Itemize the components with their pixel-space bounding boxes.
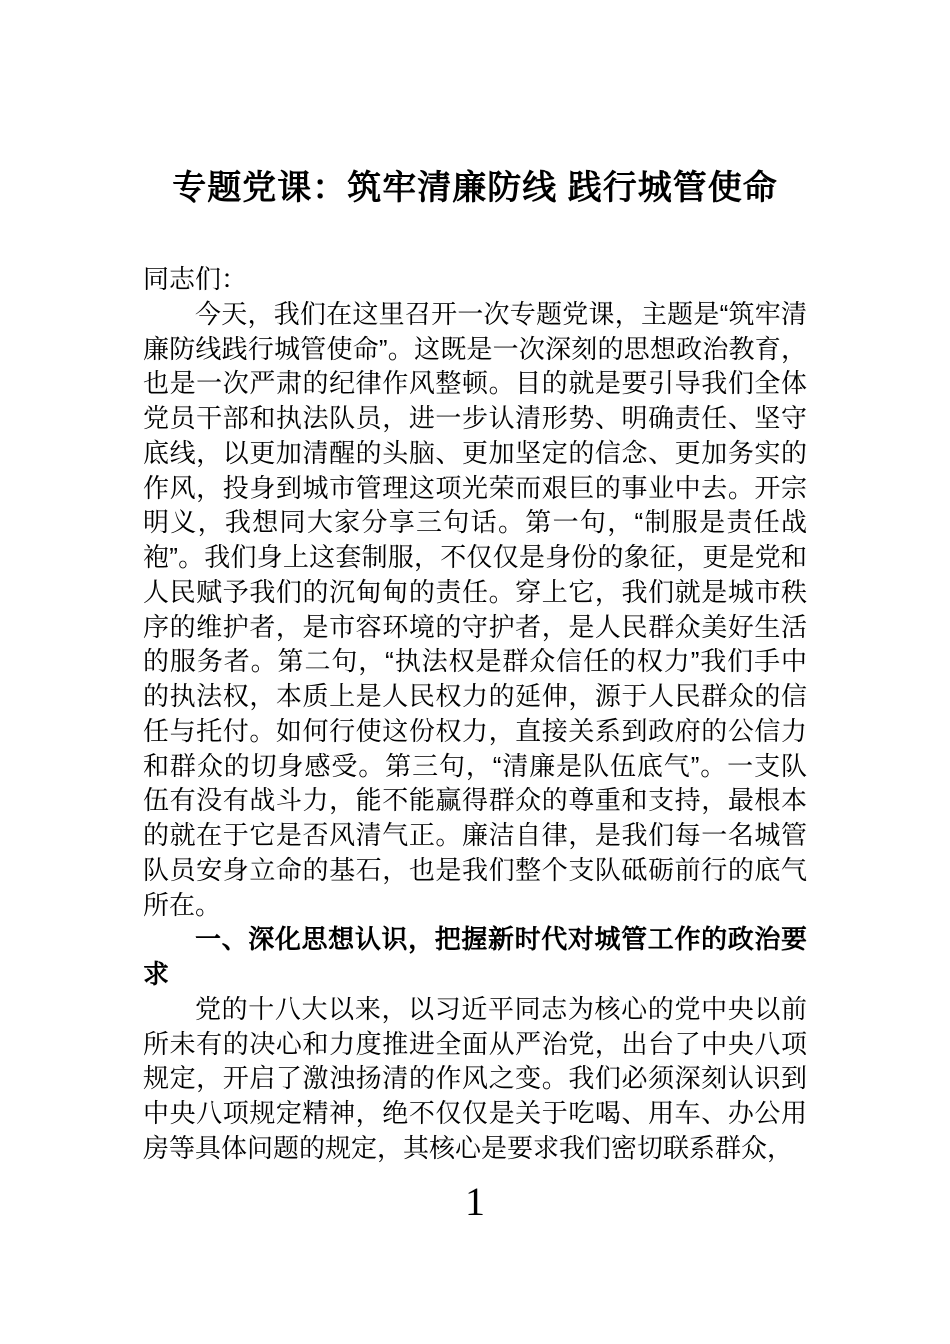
paragraph-section-1: 党的十八大以来，以习近平同志为核心的党中央以前所未有的决心和力度推进全面从严治党，出台了中央八项规定，开启了激浊扬清的作风之变。我们必须深刻认识到中央八项规定精神，绝不仅仅是关于吃喝、用车、办公用房等具体问题的规定，其核心是要求我们密切联系群众，	[143, 993, 807, 1163]
section-heading-1: 一、深化思想认识，把握新时代对城管工作的政治要求	[143, 924, 807, 989]
paragraph-intro: 今天，我们在这里召开一次专题党课，主题是“筑牢清廉防线践行城管使命”。这既是一次深刻的思想政治教育，也是一次严肃的纪律作风整顿。目的就是要引导我们全体党员干部和执法队员，进一步认清形势、明确责任、坚守底线，以更加清醒的头脑、更加坚定的信念、更加务实的作风，投身到城市管理这项光荣而艰巨的事业中去。开宗明义，我想同大家分享三句话。第一句，“制服是责任战袍”。我们身上这套制服，不仅仅是身份的象征，更是党和人民赋予我们的沉甸甸的责任。穿上它，我们就是城市秩序的维护者，是市容环境的守护者，是人民群众美好生活的服务者。第二句，“执法权是群众信任的权力”我们手中的执法权，本质上是人民权力的延伸，源于人民群众的信任与托付。如何行使这份权力，直接关系到政府的公信力和群众的切身感受。第三句，“清廉是队伍底气”。一支队伍有没有战斗力，能不能赢得群众的尊重和支持，最根本的就在于它是否风清气正。廉洁自律，是我们每一名城管队员安身立命的基石，也是我们整个支队砥砺前行的底气所在。	[143, 298, 807, 920]
page-number: 1	[465, 1179, 485, 1224]
document-body	[143, 262, 807, 1166]
document-title: 专题党课：筑牢清廉防线 践行城管使命	[172, 169, 778, 207]
salutation: 同志们：	[143, 264, 248, 294]
